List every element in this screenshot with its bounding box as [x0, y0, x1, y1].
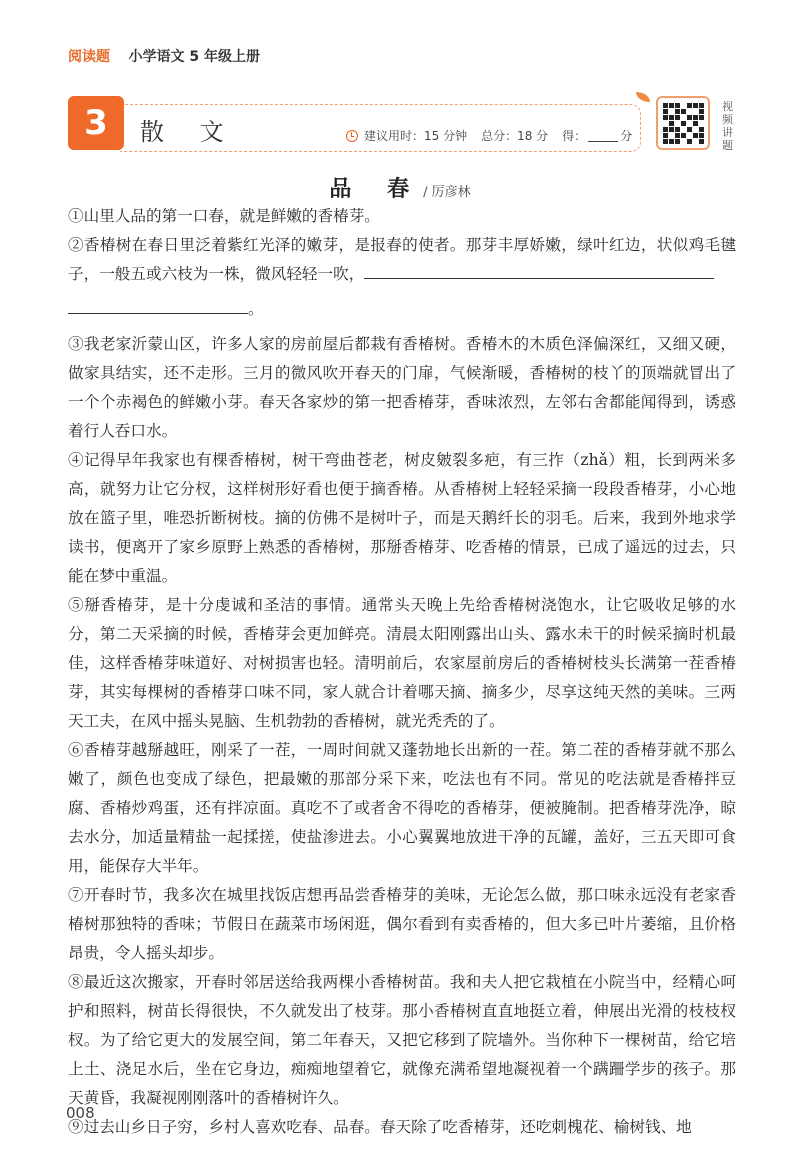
header-book-title: 小学语文 5 年级上册 [128, 49, 260, 65]
suggested-time: 建议用时：15 分钟 [364, 129, 468, 143]
article-author: / 厉彦林 [423, 185, 471, 200]
section-genre: 散 文 [140, 118, 238, 146]
paragraph-2-end: 。 [248, 300, 264, 318]
paragraph-4: ④记得早年我家也有棵香椿树，树干弯曲苍老，树皮皴裂多疤，有三拃（zhǎ）粗，长到两米多高，就努力让它分杈，这样树形好看也便于摘香椿。从香椿树上轻轻采摘一段段香椿芽，小心地放在篮子里，唯恐折断树枝。摘的仿佛不是树叶子，而是天鹅纤长的羽毛。后来，我到外地求学读书，便离开了家乡原野上熟悉的香椿树，那掰香椿芽、吃香椿的情景，已成了遥远的过去，只能在梦中重温。 [68, 451, 736, 585]
paragraph-3: ③我老家沂蒙山区，许多人家的房前屋后都栽有香椿树。香椿木的木质色泽偏深红，又细又硬，做家具结实，还不走形。三月的微风吹开春天的门扉，气候渐暖，香椿树的枝丫的顶端就冒出了一个个赤褐色的鲜嫩小芽。春天各家炒的第一把香椿芽，香味浓烈，左邻右舍都能闻得到，诱惑着行人吞口水。 [68, 335, 736, 440]
paragraph-8: ⑧最近这次搬家，开春时邻居送给我两棵小香椿树苗。我和夫人把它栽植在小院当中，经精心呵护和照料，树苗长得很快，不久就发出了枝芽。那小香椿树直直地挺立着，伸展出光滑的枝枝杈杈。为了给它更大的发展空间，第二年春天，又把它移到了院墙外。当你种下一棵树苗，给它培上土、浇足水后，坐在它身边，痴痴地望着它，就像充满希望地凝视着一个蹒跚学步的孩子。那天黄昏，我凝视刚刚落叶的香椿树许久。 [68, 973, 736, 1107]
clock-icon [346, 130, 358, 142]
answer-blank-2[interactable] [68, 295, 248, 314]
section-number: 3 [68, 96, 124, 150]
video-lesson-label: 视频讲题 [722, 100, 733, 152]
article-body [68, 202, 736, 1142]
qr-code-icon[interactable] [656, 96, 710, 150]
paragraph-5: ⑤掰香椿芽，是十分虔诚和圣洁的事情。通常头天晚上先给香椿树浇饱水，让它吸收足够的水分，第二天采摘的时候，香椿芽会更加鲜亮。清晨太阳刚露出山头、露水未干的时候采摘时机最佳，这样香椿芽味道好、对树损害也轻。清明前后，农家屋前房后的香椿树枝头长满第一茬香椿芽，其实每棵树的香椿芽口味不同，家人就合计着哪天摘、摘多少，尽享这纯天然的美味。三两天工夫，在风中摇头晃脑、生机勃勃的香椿树，就光秃秃的了。 [68, 596, 736, 730]
paragraph-1: ①山里人品的第一口春，就是鲜嫩的香椿芽。 [68, 207, 380, 225]
article-title: 品 春 [329, 176, 424, 202]
score-blank[interactable] [588, 129, 618, 142]
paragraph-6: ⑥香椿芽越掰越旺，刚采了一茬，一周时间就又蓬勃地长出新的一茬。第二茬的香椿芽就不那么嫩了，颜色也变成了绿色，把最嫩的那部分采下来，吃法也有不同。常见的吃法就是香椿拌豆腐、香椿炒鸡蛋，还有拌凉面。真吃不了或者舍不得吃的香椿芽，便被腌制。把香椿芽洗净，晾去水分，加适量精盐一起揉搓，使盐渗进去。小心翼翼地放进干净的瓦罐，盖好，三五天即可食用，能保存大半年。 [68, 741, 736, 875]
paragraph-9: ⑨过去山乡日子穷，乡村人喜欢吃春、品春。春天除了吃香椿芽，还吃刺槐花、榆树钱、地 [68, 1118, 692, 1136]
paragraph-7: ⑦开春时节，我多次在城里找饭店想再品尝香椿芽的美味，无论怎么做，那口味永远没有老家香椿树那独特的香味；节假日在蔬菜市场闲逛，偶尔看到有卖香椿的，但大多已叶片萎缩，且价格昂贵，令人摇头却步。 [68, 886, 736, 962]
leaf-icon [636, 92, 650, 102]
page-header [68, 46, 260, 66]
score-unit: 分 [620, 129, 633, 143]
paragraph-2 [68, 231, 736, 289]
header-category: 阅读题 [68, 49, 110, 65]
section-meta [346, 127, 632, 144]
answer-blank-1[interactable] [364, 260, 714, 279]
score-gained-label: 得： [562, 129, 587, 143]
total-score: 总分：18 分 [481, 129, 549, 143]
page-number: 008 [66, 1104, 95, 1122]
paragraph-2-cont [68, 295, 736, 324]
article-title-line [0, 172, 800, 203]
paragraph-2-text: ②香椿树在春日里泛着紫红光泽的嫩芽，是报春的使者。那芽丰厚娇嫩，绿叶红边，状似鸡毛毽子，一般五或六枝为一株，微风轻轻一吹， [68, 236, 736, 283]
